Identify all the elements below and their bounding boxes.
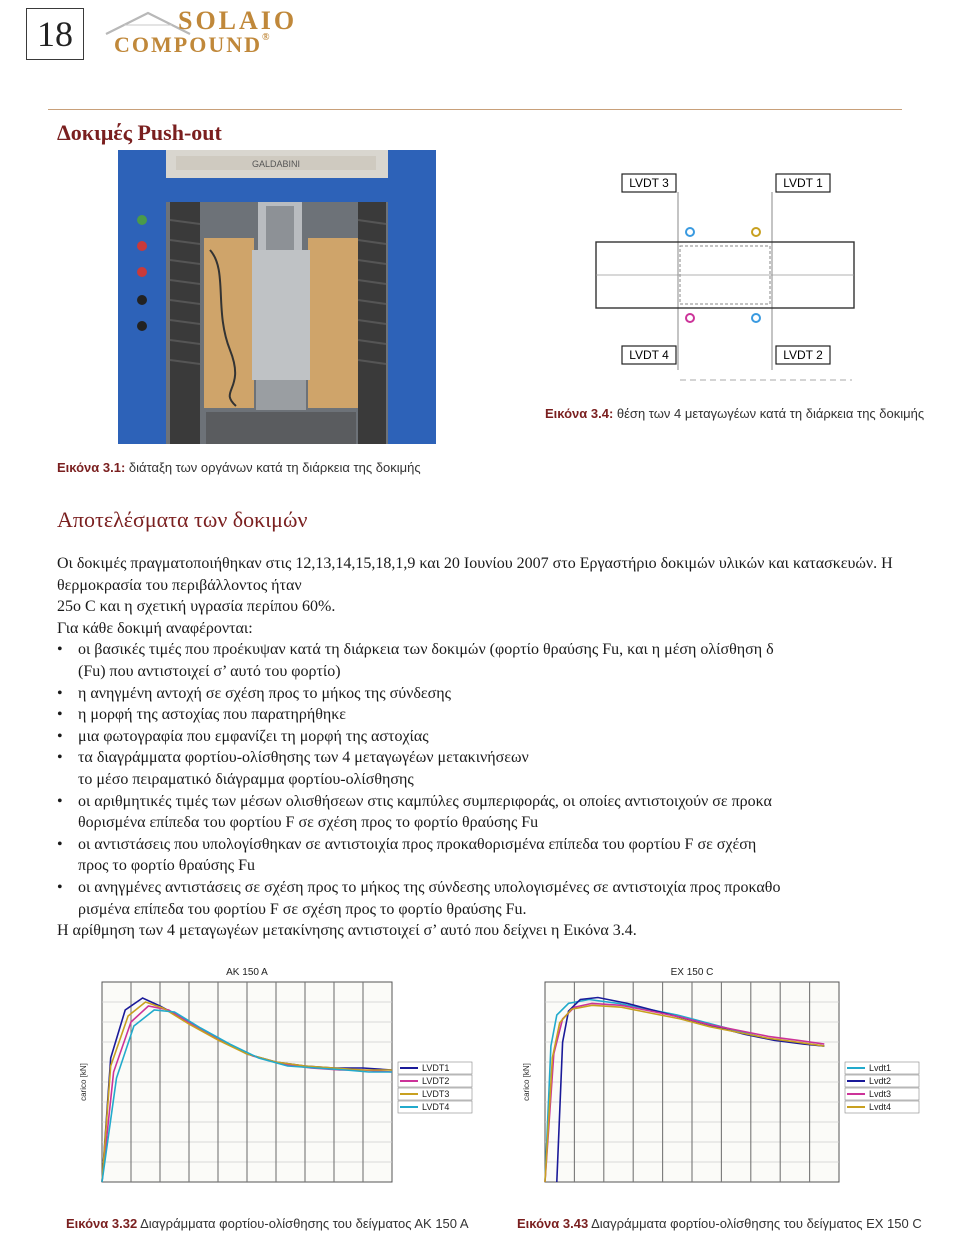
chart-title: EX 150 C: [670, 967, 714, 978]
section-title: Δοκιμές Push-out: [57, 120, 222, 145]
lvdt-label: LVDT 4: [629, 348, 669, 362]
header-divider: [48, 109, 902, 110]
legend-label: Lvdt3: [869, 1089, 892, 1099]
legend-label: LVDT4: [422, 1102, 450, 1112]
list-item: • η ανηγμένη αντοχή σε σχέση προς το μήκος της σύνδεσης: [57, 683, 917, 705]
list-item: • οι ανηγμένες αντιστάσεις σε σχέση προς το μήκος της σύνδεσης υπολογισμένες σε αντιστοιχία προς προκαθο ρισμένα επίπεδα του φορτίου F σε σχέση προς το φορτίο θραύσης Fu.: [57, 877, 917, 920]
legend-label: LVDT1: [422, 1063, 450, 1073]
y-axis-label: carico [kN]: [79, 1063, 88, 1101]
list-item: • οι βασικές τιμές που προέκυψαν κατά τη διάρκεια των δοκιμών (φορτίο θραύσης Fu, και η μέση ολίσθηση δ (Fu) που αντιστοιχεί σ’ αυτό του φορτίο): [57, 639, 917, 682]
lvdt1-marker: [752, 228, 760, 236]
lvdt4-marker: [686, 314, 694, 322]
results-body: [57, 553, 917, 942]
list-item: • τα διαγράμματα φορτίου-ολίσθησης των 4 μεταγωγέων μετακινήσεων το μέσο πειραματικό διάγραμμα φορτίου-ολίσθησης: [57, 747, 917, 790]
load-slip-chart-ex150c: [505, 960, 925, 1204]
results-list: [57, 639, 917, 920]
legend-label: LVDT2: [422, 1076, 450, 1086]
legend-label: Lvdt2: [869, 1076, 892, 1086]
lvdt-position-diagram: [590, 170, 860, 388]
lvdt-label: LVDT 2: [783, 348, 823, 362]
legend-label: Lvdt1: [869, 1063, 892, 1073]
photo-sign-text: GALDABINI: [251, 159, 301, 169]
lvdt-label: LVDT 1: [783, 176, 823, 190]
chart-title: AK 150 A: [226, 967, 268, 978]
load-slip-chart-ak150a: [62, 960, 478, 1204]
logo-text-solaio: SOLAIO: [178, 6, 298, 35]
intro-paragraph-3: Για κάθε δοκιμή αναφέρονται:: [57, 619, 253, 637]
closing-paragraph: Η αρίθμηση των 4 μεταγωγέων μετακίνησης αντιστοιχεί σ’ αυτό που δείχνει η Εικόνα 3.4.: [57, 922, 637, 940]
test-rig-photo: [118, 150, 436, 444]
list-item: • οι αριθμητικές τιμές των μέσων ολισθήσεων στις καμπύλες συμπεριφοράς, οι οποίες αντιστοιχούν σε προκα θορισμένα επίπεδα του φορτίου F σε σχέση προς το φορτίο θραύσης Fu: [57, 791, 917, 834]
lvdt-label: LVDT 3: [629, 176, 669, 190]
figure-3-43-caption: Εικόνα 3.43 Διαγράμματα φορτίου-ολίσθησης του δείγματος ΕΧ 150 C: [517, 1216, 922, 1231]
figure-3-32-caption: Εικόνα 3.32 Διαγράμματα φορτίου-ολίσθησης του δείγματος ΑΚ 150 Α: [66, 1216, 469, 1231]
figure-3-4-caption: Εικόνα 3.4: θέση των 4 μεταγωγέων κατά τη διάρκεια της δοκιμής: [545, 406, 925, 421]
page-number: 18: [26, 8, 84, 60]
legend-label: Lvdt4: [869, 1102, 892, 1112]
logo-text-compound: COMPOUND®: [114, 32, 272, 57]
intro-paragraph-2: 25o C και η σχετική υγρασία περίπου 60%.: [57, 598, 336, 616]
list-item: • η μορφή της αστοχίας που παρατηρήθηκε: [57, 704, 917, 726]
results-title: Αποτελέσματα των δοκιμών: [57, 507, 308, 532]
list-item: • μια φωτογραφία που εμφανίζει τη μορφή της αστοχίας: [57, 726, 917, 748]
lvdt3-marker: [686, 228, 694, 236]
y-axis-label: carico [kN]: [522, 1063, 531, 1101]
legend-label: LVDT3: [422, 1089, 450, 1099]
figure-3-1-caption: Εικόνα 3.1: διάταξη των οργάνων κατά τη διάρκεια της δοκιμής: [57, 460, 421, 475]
lvdt2-marker: [752, 314, 760, 322]
intro-paragraph: Οι δοκιμές πραγματοποιήθηκαν στις 12,13,14,15,18,1,9 και 20 Ιουνίου 2007 στο Εργαστήριο δοκιμών υλικών και κατασκευών. Η θερμοκρασία του περιβάλλοντος ήταν: [57, 555, 893, 594]
list-item: • οι αντιστάσεις που υπολογίσθηκαν σε αντιστοιχία προς προκαθορισμένα επίπεδα του φορτίου F σε σχέση προς το φορτίο θραύσης Fu: [57, 834, 917, 877]
